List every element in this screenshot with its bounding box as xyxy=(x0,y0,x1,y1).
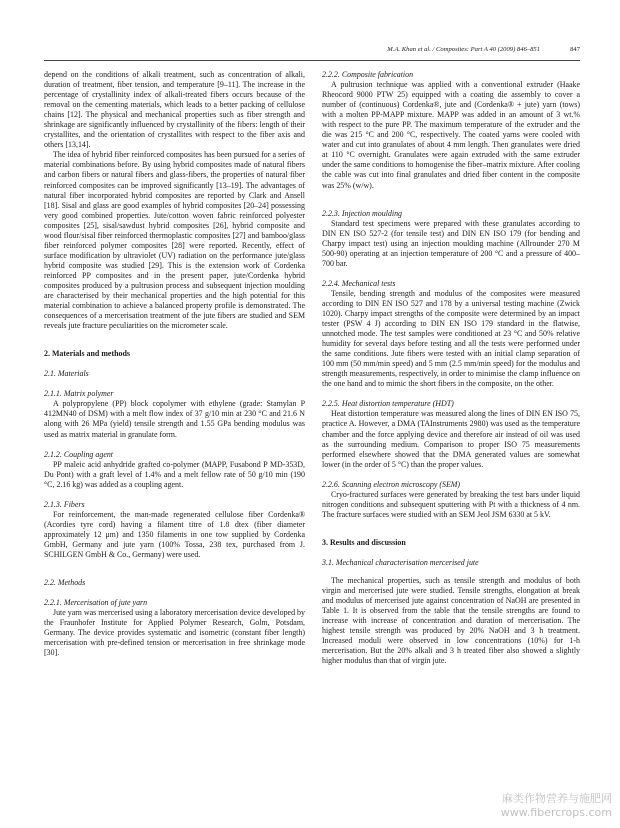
subsubsection-heading: 2.2.5. Heat distortion temperature (HDT) xyxy=(322,399,454,409)
paragraph: Tensile, bending strength and modulus of the composites were measured according to DIN EN ISO 527 and 178 by a universal testing machine (Zwick 1020). Charpy impact strengths of the composite were determined by an impact tester (PSW 4 J) according to DIN EN ISO 179 standard in the flatwise, unnotched mode. The test samples were conditioned at 23 °C and 50% relative humidity for several days before testing and all the tests were performed under the same conditions. Jute fibers were tested with an initial clamp separation of 100 mm (50 mm/min speed) and 5 mm (2.5 mm/min speed) for the modulus and strength measurements, respectively, in order to minimise the clamp influence on the one hand and to mimic the short fibers in the composite, on the other. xyxy=(322,288,580,389)
paragraph: A polypropylene (PP) block copolymer with ethylene (grade: Stamylan P 412MN40 of DSM) with a melt flow index of 37 g/10 min at 230 °C and 21.6 N along with 26 MPa (yield) tensile strength and 1.55 GPa bending modulus was used as matrix material in granulate form. xyxy=(44,399,305,439)
subsubsection-heading: 2.1.2. Coupling agent xyxy=(44,449,114,459)
header-rule xyxy=(44,60,580,61)
running-header xyxy=(44,46,580,60)
subsection-heading: 2.2. Methods xyxy=(44,578,86,588)
subsubsection-heading: 2.2.3. Injection moulding xyxy=(322,208,403,218)
paragraph: The mechanical properties, such as tensile strength and modulus of both virgin and mercerised jute were studied. Tensile strengths, elongation at break and modulus of mercerised jute against concentration of NaOH are presented in Table 1. It is observed from the table that the tensile strengths are found to increase with increase of concentration and duration of mercerisation. The highest tensile strength was produced by 20% NaOH and 3 h treatment. Increased moduli were observed in low concentrations (10%) for 1-h mercerisation. But the 20% alkali and 3 h treated fiber also showed a slightly higher modulus than that of virgin jute. xyxy=(322,575,580,666)
subsection-heading: 2.1. Materials xyxy=(44,369,89,379)
paragraph: depend on the conditions of alkali treatment, such as concentration of alkali, duration of treatment, fiber tension, and temperature [9–11]. The increase in the percentage of crystallinity index of alkali-treated fibers occurs because of the removal on the cementing materials, which leads to a better packing of cellulose chains [12]. The physical and mechanical properties such as fiber strength and shrinkage are significantly influenced by crystallinity of the fibers: length of their crystallites, and the orientation of crystallites with respect to the fiber axis and others [13,14]. xyxy=(44,70,305,150)
right-column xyxy=(322,70,580,666)
subsubsection-heading: 2.2.4. Mechanical tests xyxy=(322,278,396,288)
left-column xyxy=(44,70,305,658)
subsubsection-heading: 2.2.1. Mercerisation of jute yarn xyxy=(44,598,148,608)
paragraph: Standard test specimens were prepared with these granulates according to DIN EN ISO 527-2 (for tensile test) and DIN EN ISO 179 (for bending and Charpy impact test) using an injection moulding machine (Allrounder 270 M 500-90) operating at an injection temperature of 200 °C and a pressure of 400–700 bar. xyxy=(322,218,580,268)
section-heading: 3. Results and discussion xyxy=(322,537,406,547)
paragraph: Cryo-fractured surfaces were generated by breaking the test bars under liquid nitrogen conditions and subsequent sputtering with Pt with a thickness of 4 nm. The fracture surfaces were studied with an SEM Jeol JSM 6330 at 5 kV. xyxy=(322,489,580,519)
paragraph: The idea of hybrid fiber reinforced composites has been pursued for a series of material combinations before. By using hybrid composites made of natural fibers and carbon fibers or natural fibers and glass-fibers, the properties of natural fiber reinforced composites can be improved significantly [13–19]. The advantages of natural fiber incorporated hybrid composites are reported by Clark and Ansell [18]. Sisal and glass are good examples of hybrid composites [20–24] possessing very good combined properties. Jute/cotton woven fabric reinforced polyester composites [25], sisal/sawdust hybrid composites [26], hybrid composite and wood flour/sisal fiber reinforced thermoplastic composites [27] and bamboo/glass fiber reinforced polymer composites [28] were reported. Recently, effect of surface modification by ultraviolet (UV) radiation on the performance jute/glass hybrid composite was studied [29]. This is the extension work of Cordenka reinforced PP composites and in the present paper, jute/Cordenka hybrid composites produced by a pultrusion process and subsequent injection moulding are characterised by their mechanical properties and the high potential for this material combination to achieve a balanced property profile is demonstrated. The consequences of a mercerisation treatment of the jute fibers are studied and SEM reveals jute fracture peculiarities on the micrometer scale. xyxy=(44,150,305,331)
subsubsection-heading: 2.1.1. Matrix polymer xyxy=(44,389,114,399)
paragraph: Jute yarn was mercerised using a laboratory mercerisation device developed by the Fraunhofer Institute for Applied Polymer Research, Golm, Potsdam, Germany. The device provides systematic and isometric (constant fiber length) mercerisation with pre-defined tension or mercerisation in free shrinkage mode [30]. xyxy=(44,608,305,658)
subsection-heading: 3.1. Mechanical characterisation mercerised jute xyxy=(322,557,479,567)
subsubsection-heading: 2.2.6. Scanning electron microscopy (SEM) xyxy=(322,479,461,489)
paragraph: PP maleic acid anhydride grafted co-polymer (MAPP, Fusabond P MD-353D, Du Pont) with a graft level of 1.4% and a melt fellow rate of 50 g/10 min (190 °C, 2.16 kg) was added as a coupling agent. xyxy=(44,459,305,489)
paragraph: For reinforcement, the man-made regenerated cellulose fiber Cordenka® (Acordies tyre cord) having a filament titre of 1.8 dtex (fiber diameter approximately 12 μm) and 1350 filaments in one tow supplied by Cordenka GmbH, Germany and jute yarn (100% Tossa, 238 tex, purchased from J. SCHILGEN GmbH & Co., Germany) were used. xyxy=(44,509,305,559)
site-watermark xyxy=(501,792,612,820)
section-heading: 2. Materials and methods xyxy=(44,349,130,359)
watermark-url: www.fibercrops.com xyxy=(500,806,612,819)
subsubsection-heading: 2.1.3. Fibers xyxy=(44,499,85,509)
paragraph: Heat distortion temperature was measured along the lines of DIN EN ISO 75, practice A. However, a DMA (TAInstruments 2980) was used as the temperature chamber and the force applying device and therefore air instead of oil was used as the surrounding medium. Comparison to proper ISO 75 measurements performed elsewhere showed that the DMA generated values are somewhat lower (in the order of 5 °C) than the proper values. xyxy=(322,409,580,469)
paragraph: A pultrusion technique was applied with a conventional extruder (Haake Rheocord 9000 PTW 25) equipped with a coating die assembly to cover a number of (continuous) Cordenka®, jute and (Cordenka® + jute) yarn (tows) with a molten PP-MAPP mixture. MAPP was added in an amount of 3 wt.% with respect to the pure PP. The maximum temperature of the extruder and the die was 215 °C and 200 °C, respectively. The coated yarns were cooled with water and cut into granulates of about 4 mm length. Then granulates were dried at 110 °C overnight. Granulates were again extruded with the same extruder under the same conditions to homogenise the fiber–matrix mixture. After cooling the cable was cut into final granulates and dried fiber content in the composite was 25% (w/w). xyxy=(322,80,580,190)
subsubsection-heading: 2.2.2. Composite fabrication xyxy=(322,70,414,79)
watermark-line: 麻类作物营养与施肥网 xyxy=(502,792,612,805)
page-number: 847 xyxy=(570,46,580,53)
running-head: M.A. Khan et al. / Composites: Part A 40 (2009) 846–851 xyxy=(387,46,540,53)
